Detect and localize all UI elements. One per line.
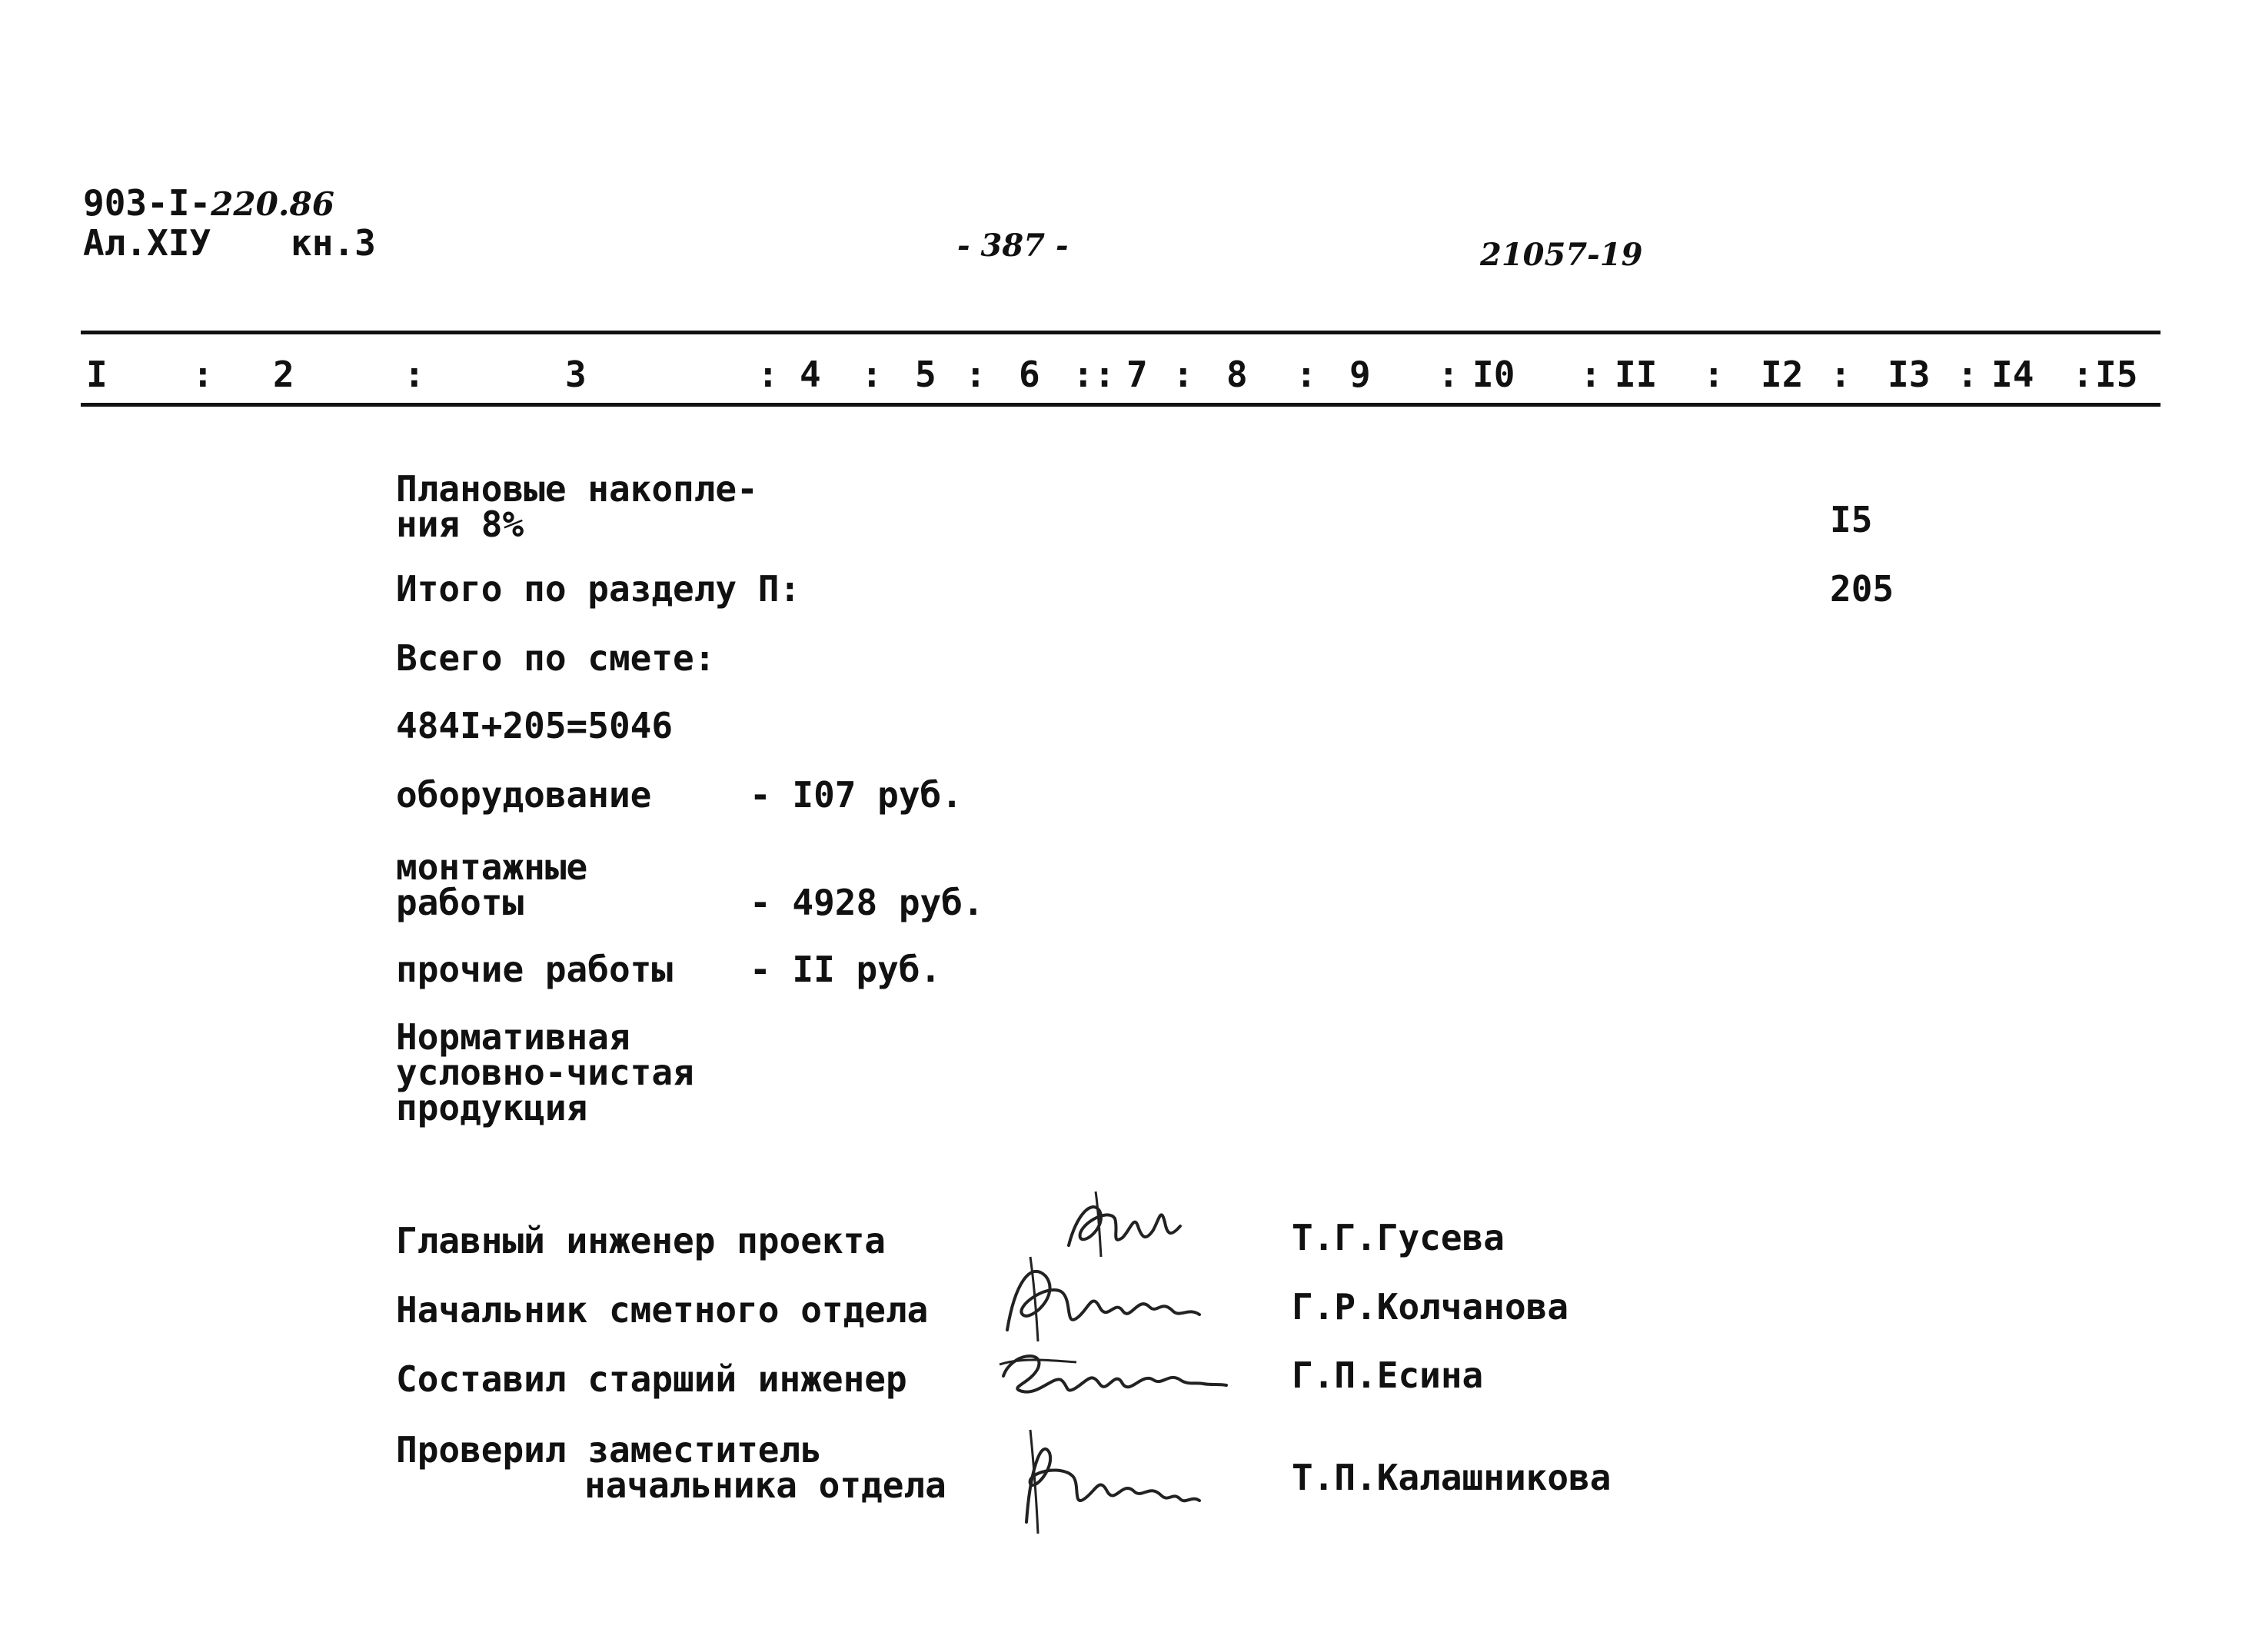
- header-top-rule: [81, 331, 2161, 334]
- col-10: I0: [1472, 354, 1515, 395]
- signature-name-compiled: Г.П.Есина: [1292, 1355, 1484, 1396]
- equipment-label: оборудование: [396, 774, 652, 816]
- document-code-prefix: 903-I-: [83, 182, 211, 224]
- installation-line2: работы: [396, 882, 524, 923]
- col-sep-11: :: [1703, 354, 1725, 395]
- col-12: I2: [1761, 354, 1804, 395]
- document-code: [83, 184, 334, 223]
- section-total-value: 205: [1830, 568, 1894, 610]
- col-sep-7: :: [1173, 354, 1194, 395]
- col-sep-4: :: [861, 354, 883, 395]
- header-bottom-rule: [81, 403, 2161, 407]
- signature-name-checked: Т.П.Калашникова: [1292, 1457, 1612, 1498]
- document-code-handwritten: 220.86: [211, 185, 334, 223]
- other-works-label: прочие работы: [396, 949, 674, 990]
- signature-role-checked-line2: начальника отдела: [584, 1464, 946, 1506]
- col-1: I: [86, 354, 108, 395]
- installation-value: - 4928 руб.: [750, 882, 984, 923]
- normative-line2: условно-чистая: [396, 1052, 694, 1093]
- col-sep-9: :: [1438, 354, 1459, 395]
- handwritten-signature-2: [1000, 1253, 1230, 1345]
- col-sep-13: :: [1957, 354, 1978, 395]
- signature-role-chief-engineer: Главный инженер проекта: [396, 1220, 886, 1261]
- page-number: - 387 -: [957, 228, 1069, 264]
- col-sep-5: :: [965, 354, 986, 395]
- normative-line3: продукция: [396, 1087, 588, 1128]
- handwritten-signature-3: [992, 1338, 1230, 1407]
- signature-role-checked-line1: Проверил заместитель: [396, 1429, 822, 1471]
- normative-line1: Нормативная: [396, 1016, 630, 1058]
- planned-savings-line2: ния 8%: [396, 504, 524, 545]
- handwritten-signature-4: [1007, 1422, 1215, 1537]
- col-4: 4: [800, 354, 821, 395]
- album-label: Ал.XIУ: [83, 222, 211, 264]
- book-label: кн.3: [291, 222, 376, 264]
- signature-role-head-estimates: Начальник сметного отдела: [396, 1289, 929, 1331]
- col-sep-12: :: [1830, 354, 1851, 395]
- installation-line1: монтажные: [396, 846, 588, 888]
- doc-number: 21057-19: [1480, 237, 1643, 273]
- col-8: 8: [1226, 354, 1248, 395]
- section-total-label: Итого по разделу П:: [396, 568, 801, 610]
- col-sep-1: :: [192, 354, 214, 395]
- col-7: 7: [1126, 354, 1148, 395]
- col-6: 6: [1019, 354, 1040, 395]
- col-3: 3: [565, 354, 587, 395]
- col-2: 2: [273, 354, 294, 395]
- grand-total-label: Всего по смете:: [396, 637, 716, 679]
- col-sep-2: :: [404, 354, 425, 395]
- col-sep-14: :: [2072, 354, 2094, 395]
- col-sep-8: :: [1296, 354, 1317, 395]
- col-sep-6: ::: [1073, 354, 1116, 395]
- col-9: 9: [1349, 354, 1371, 395]
- grand-total-formula: 484I+205=5046: [396, 705, 674, 746]
- signature-name-chief-engineer: Т.Г.Гусева: [1292, 1217, 1505, 1258]
- signature-role-compiled: Составил старший инженер: [396, 1358, 907, 1400]
- col-14: I4: [1991, 354, 2034, 395]
- planned-savings-value: I5: [1830, 499, 1873, 540]
- equipment-value: - I07 руб.: [750, 774, 963, 816]
- col-15: I5: [2095, 354, 2138, 395]
- col-sep-10: :: [1580, 354, 1602, 395]
- other-works-value: - II руб.: [750, 949, 942, 990]
- col-11: II: [1615, 354, 1658, 395]
- col-13: I3: [1888, 354, 1931, 395]
- col-sep-3: :: [757, 354, 779, 395]
- signature-name-head-estimates: Г.Р.Колчанова: [1292, 1286, 1569, 1328]
- planned-savings-line1: Плановые накопле-: [396, 468, 758, 510]
- col-5: 5: [915, 354, 936, 395]
